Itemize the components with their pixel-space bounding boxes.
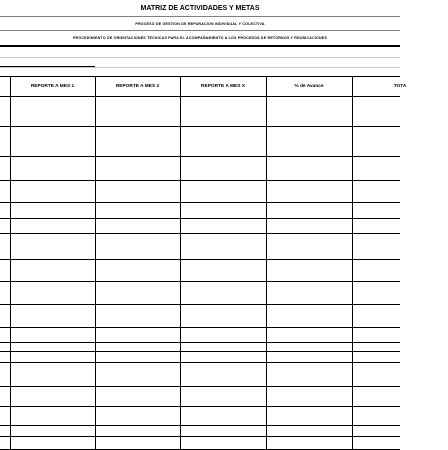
- table-cell[interactable]: [352, 437, 400, 449]
- table-cell[interactable]: [266, 437, 352, 449]
- table-row: [0, 363, 400, 387]
- table-cell[interactable]: [0, 260, 10, 281]
- table-cell[interactable]: [10, 260, 95, 281]
- table-cell[interactable]: [95, 437, 180, 449]
- table-row: [0, 157, 400, 181]
- table-cell[interactable]: [0, 426, 10, 436]
- table-cell[interactable]: [180, 181, 266, 202]
- table-cell[interactable]: [266, 407, 352, 425]
- table-cell[interactable]: [352, 363, 400, 386]
- table-cell[interactable]: [352, 127, 400, 156]
- table-cell[interactable]: [266, 282, 352, 304]
- column-divider: [95, 76, 96, 450]
- table-row: [0, 181, 400, 203]
- table-cell[interactable]: [10, 234, 95, 259]
- table-cell[interactable]: [0, 127, 10, 156]
- table-cell[interactable]: [266, 426, 352, 436]
- table-row: [0, 352, 400, 363]
- table-cell[interactable]: [95, 328, 180, 342]
- table-cell[interactable]: [10, 203, 95, 218]
- table-cell[interactable]: [180, 219, 266, 233]
- table-cell[interactable]: [352, 426, 400, 436]
- table-cell[interactable]: [266, 127, 352, 156]
- table-cell[interactable]: [95, 282, 180, 304]
- table-cell[interactable]: [266, 363, 352, 386]
- table-cell[interactable]: [95, 157, 180, 180]
- table-cell[interactable]: [0, 437, 10, 449]
- table-cell[interactable]: [352, 181, 400, 202]
- column-divider: [352, 76, 353, 450]
- column-header-avance[interactable]: % de Avance: [294, 84, 324, 89]
- table-row: [0, 407, 400, 426]
- table-cell[interactable]: [10, 387, 95, 406]
- table-cell[interactable]: [352, 203, 400, 218]
- table-row: [0, 437, 400, 450]
- table-cell[interactable]: [0, 219, 10, 233]
- table-cell[interactable]: [180, 157, 266, 180]
- table-cell[interactable]: [352, 157, 400, 180]
- table-header: [0, 76, 407, 97]
- process-label: PROCESO DE GESTION DE REPARACION INDIVIDUAL Y COLECTIVA: [135, 21, 265, 26]
- table-cell[interactable]: [266, 234, 352, 259]
- table-cell[interactable]: [0, 328, 10, 342]
- table-cell[interactable]: [95, 219, 180, 233]
- table-cell[interactable]: [352, 282, 400, 304]
- column-divider: [180, 76, 181, 450]
- table-cell[interactable]: [10, 328, 95, 342]
- table-cell[interactable]: [266, 181, 352, 202]
- table-cell[interactable]: [0, 363, 10, 386]
- column-header-mes-1[interactable]: REPORTE A MES 1: [30, 84, 75, 89]
- table-row: [0, 343, 400, 352]
- table-cell[interactable]: [266, 305, 352, 327]
- table-cell[interactable]: [352, 219, 400, 233]
- table-cell[interactable]: [95, 407, 180, 425]
- table-cell[interactable]: [180, 426, 266, 436]
- table-cell[interactable]: [95, 95, 180, 126]
- table-cell[interactable]: [95, 260, 180, 281]
- table-cell[interactable]: [266, 203, 352, 218]
- column-header-mes-2[interactable]: REPORTE A MES 2: [115, 84, 160, 89]
- table-cell[interactable]: [180, 203, 266, 218]
- table-cell[interactable]: [352, 234, 400, 259]
- table-cell[interactable]: [0, 181, 10, 202]
- table-cell[interactable]: [180, 260, 266, 281]
- column-header-mes-x[interactable]: REPORTE A MES X: [201, 84, 245, 89]
- table-cell[interactable]: [180, 437, 266, 449]
- table-cell[interactable]: [352, 407, 400, 425]
- table-row: [0, 282, 400, 305]
- table-row: [0, 203, 400, 219]
- table-cell[interactable]: [266, 260, 352, 281]
- table-cell[interactable]: [180, 328, 266, 342]
- table-cell[interactable]: [180, 282, 266, 304]
- table-cell[interactable]: [180, 305, 266, 327]
- column-divider: [266, 76, 267, 450]
- table-cell[interactable]: [0, 352, 10, 362]
- table-cell[interactable]: [10, 437, 95, 449]
- table-cell[interactable]: [180, 95, 266, 126]
- table-cell[interactable]: [266, 352, 352, 362]
- table-cell[interactable]: [180, 407, 266, 425]
- table-cell[interactable]: [180, 234, 266, 259]
- table-cell[interactable]: [0, 95, 10, 126]
- table-cell[interactable]: [352, 352, 400, 362]
- table-cell[interactable]: [352, 387, 400, 406]
- table-cell[interactable]: [266, 219, 352, 233]
- table-cell[interactable]: [352, 343, 400, 351]
- table-row: [0, 260, 400, 282]
- table-cell[interactable]: [10, 181, 95, 202]
- table-cell[interactable]: [180, 127, 266, 156]
- table-cell[interactable]: [0, 387, 10, 406]
- table-row: [0, 127, 400, 157]
- table-cell[interactable]: [95, 305, 180, 327]
- table-cell[interactable]: [0, 203, 10, 218]
- page-title: MATRIZ DE ACTIVIDADES Y METAS: [140, 4, 260, 12]
- table-cell[interactable]: [352, 95, 400, 126]
- table-cell[interactable]: [0, 157, 10, 180]
- table-cell[interactable]: [10, 157, 95, 180]
- table-cell[interactable]: [10, 343, 95, 351]
- table-row: [0, 95, 400, 127]
- table-cell[interactable]: [180, 352, 266, 362]
- table-row: [0, 387, 400, 407]
- table-cell[interactable]: [95, 181, 180, 202]
- table-cell[interactable]: [95, 387, 180, 406]
- table-cell[interactable]: [352, 260, 400, 281]
- table-cell[interactable]: [266, 387, 352, 406]
- table-cell[interactable]: [10, 219, 95, 233]
- table-cell[interactable]: [266, 95, 352, 126]
- table-cell[interactable]: [266, 157, 352, 180]
- table-cell[interactable]: [10, 305, 95, 327]
- procedure-row: [0, 31, 400, 47]
- table-cell[interactable]: [10, 95, 95, 126]
- column-divider: [10, 76, 11, 450]
- table-row: [0, 426, 400, 437]
- title-row: [0, 0, 400, 17]
- table-row: [0, 305, 400, 328]
- table-cell[interactable]: [180, 343, 266, 351]
- table-cell[interactable]: [95, 363, 180, 386]
- table-cell[interactable]: [10, 426, 95, 436]
- table-cell[interactable]: [266, 328, 352, 342]
- table-cell[interactable]: [352, 305, 400, 327]
- process-row: [0, 17, 400, 31]
- table-cell[interactable]: [0, 343, 10, 351]
- table-cell[interactable]: [0, 282, 10, 304]
- table-cell[interactable]: [95, 203, 180, 218]
- table-cell[interactable]: [10, 127, 95, 156]
- divider: [0, 66, 95, 67]
- table-cell[interactable]: [180, 363, 266, 386]
- table-cell[interactable]: [95, 343, 180, 351]
- table-cell[interactable]: [10, 407, 95, 425]
- table-cell[interactable]: [10, 363, 95, 386]
- table-row: [0, 219, 400, 234]
- table-cell[interactable]: [95, 234, 180, 259]
- column-header-index[interactable]: [0, 77, 10, 96]
- table-row: [0, 328, 400, 343]
- table-cell[interactable]: [266, 343, 352, 351]
- table-cell[interactable]: [0, 234, 10, 259]
- table-cell[interactable]: [95, 127, 180, 156]
- column-header-total[interactable]: TOTA: [393, 84, 407, 89]
- table-cell[interactable]: [352, 328, 400, 342]
- table-cell[interactable]: [0, 407, 10, 425]
- procedure-label: PROCEDIMIENTO DE ORIENTACIONES TÉCNICAS PARA EL ACOMPAÑAMIENTO A LOS PROCESOS DE RETORNOS Y REUBICACIONES: [72, 36, 328, 40]
- table-cell[interactable]: [10, 282, 95, 304]
- table-cell[interactable]: [10, 352, 95, 362]
- table-cell[interactable]: [180, 387, 266, 406]
- table-cell[interactable]: [95, 352, 180, 362]
- table-row: [0, 234, 400, 260]
- table-cell[interactable]: [0, 305, 10, 327]
- table-cell[interactable]: [95, 426, 180, 436]
